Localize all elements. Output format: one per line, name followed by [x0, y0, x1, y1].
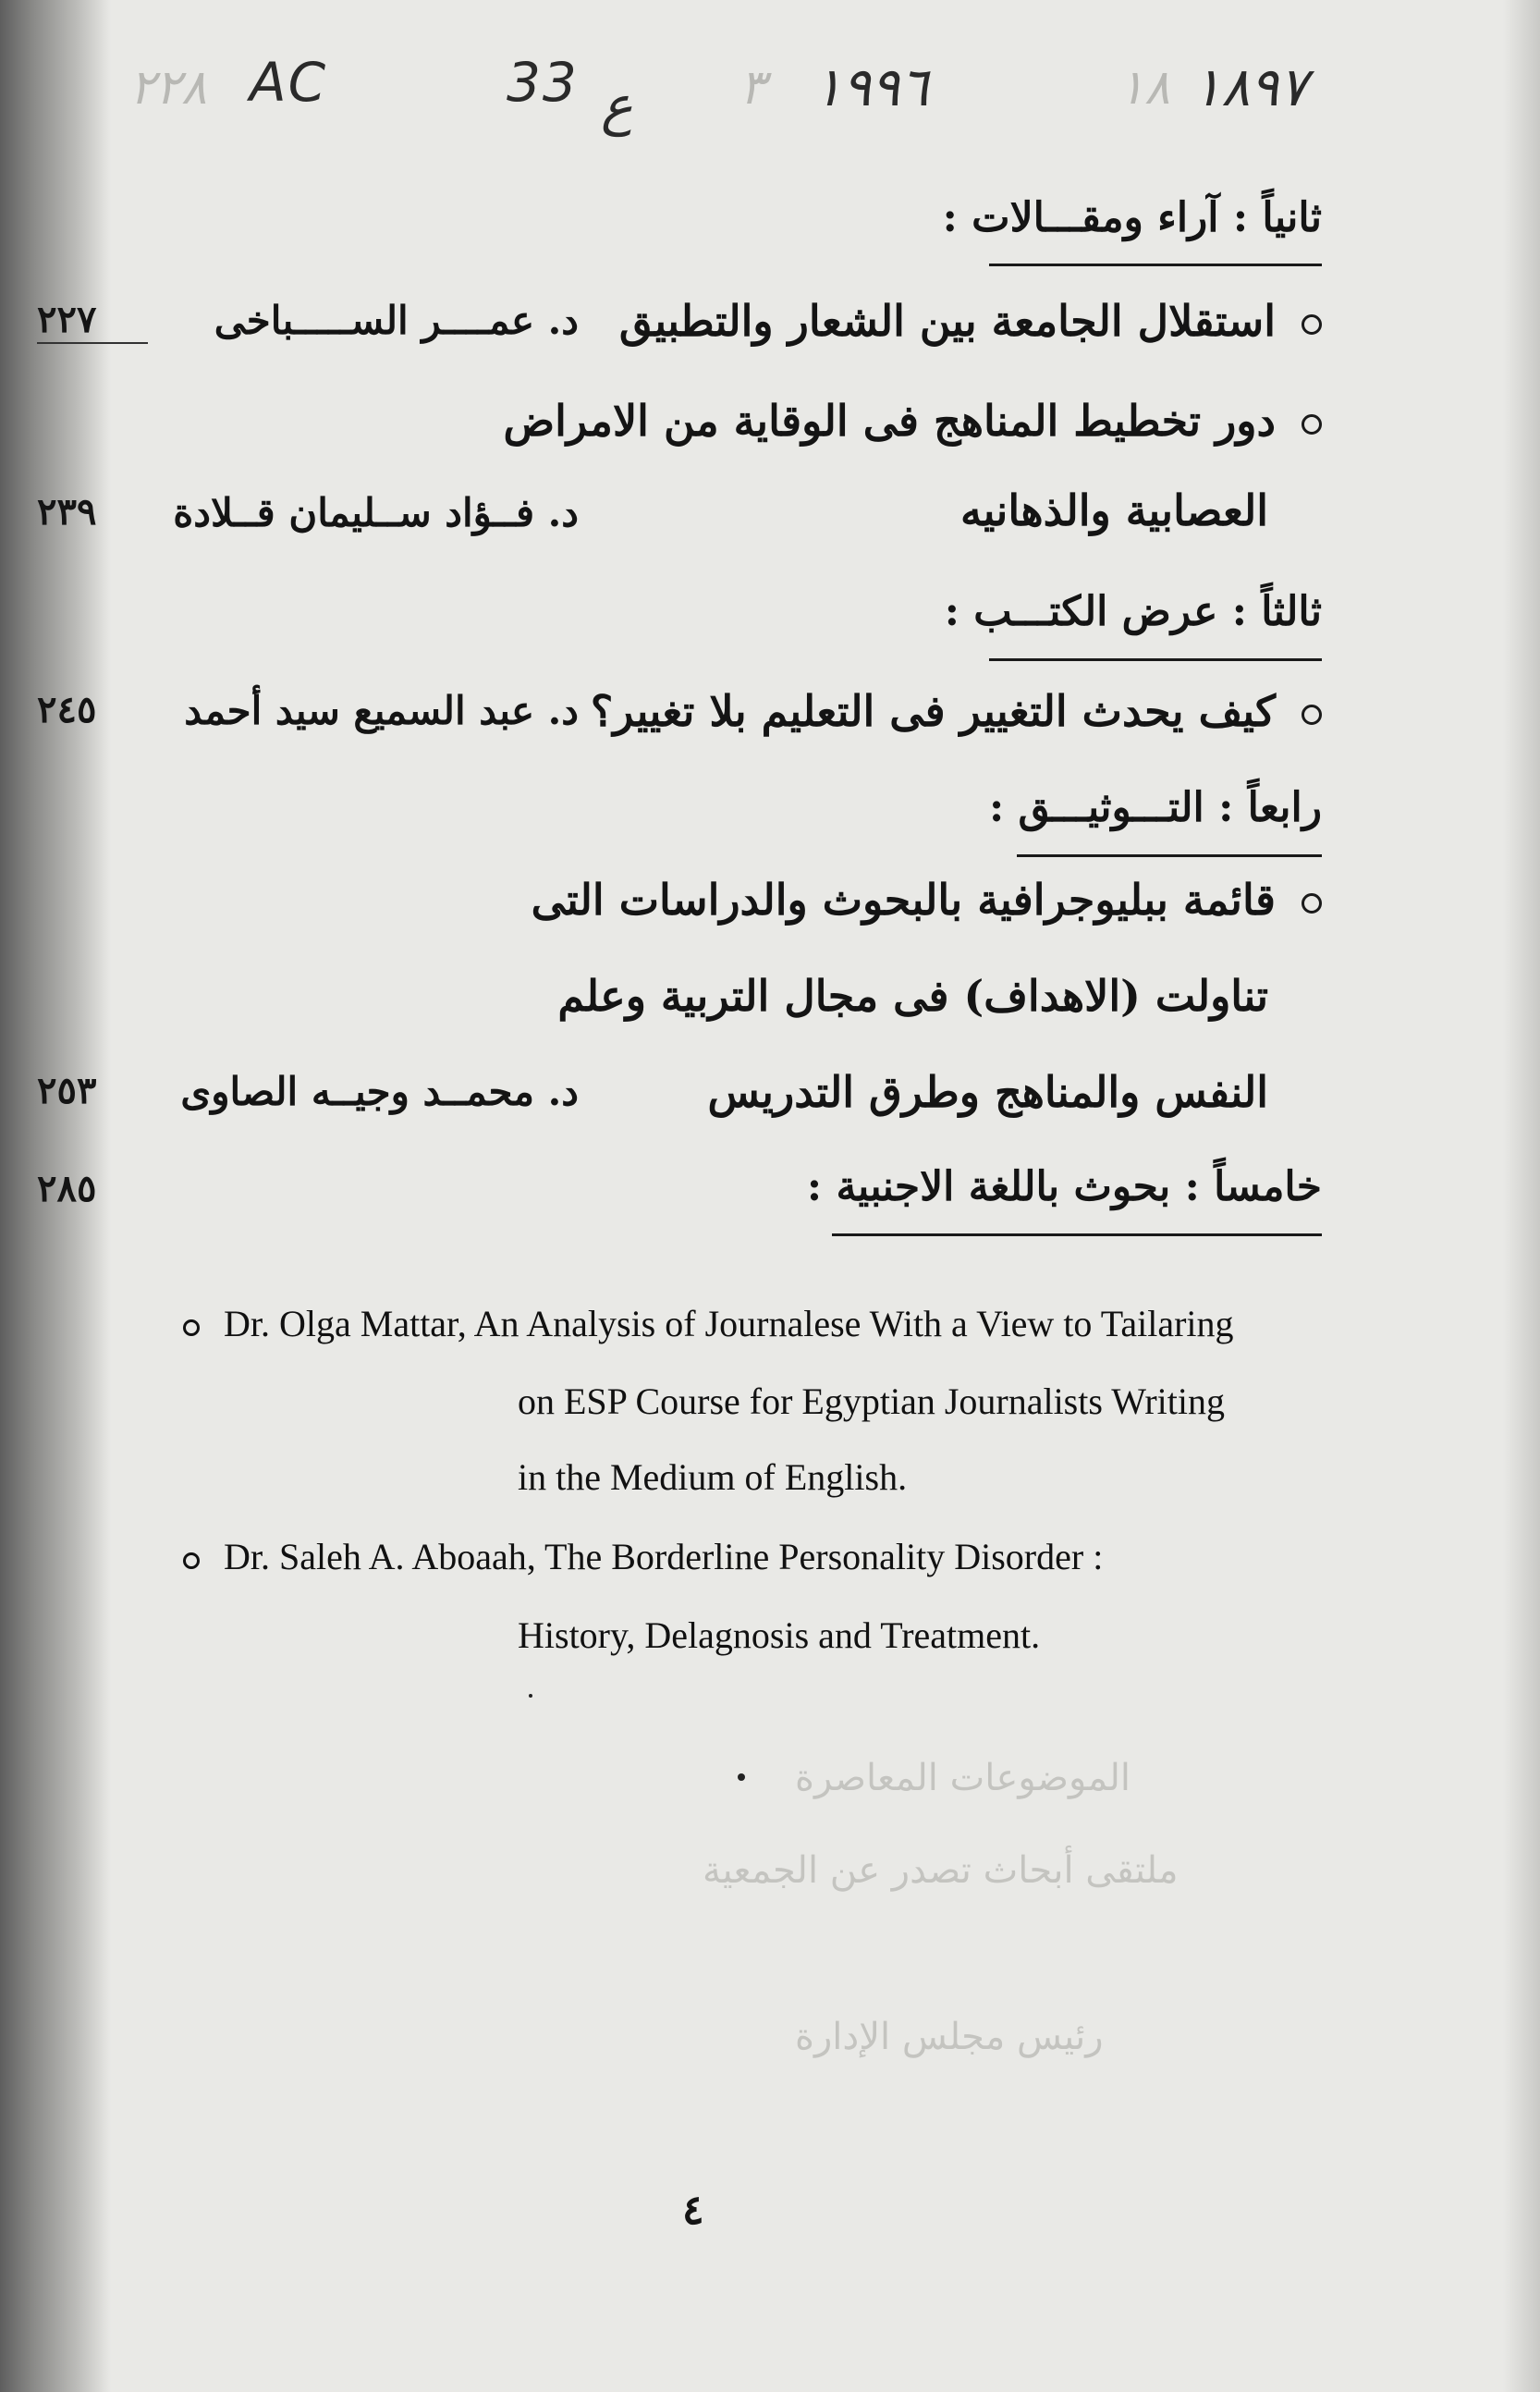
- entry-author: د. محمــد وجيــه الصاوى: [180, 1069, 579, 1114]
- entry-title: قائمة ببليوجرافية بالبحوث والدراسات التى: [532, 875, 1322, 925]
- handwriting-right: ١٨٩٧: [1192, 55, 1308, 118]
- handwriting-faint-right: ١٨: [1118, 60, 1170, 116]
- bullet-icon: [1302, 414, 1322, 435]
- section-heading-foreign: خامساً : بحوث باللغة الاجنبية :: [806, 1163, 1322, 1210]
- entry-title-continued: تناولت (الاهداف) فى مجال التربية وعلم: [557, 971, 1268, 1021]
- section-page-number: ٢٨٥: [37, 1167, 97, 1210]
- bleed-through-text: ملتقى أبحاث تصدر عن الجمعية: [703, 1849, 1179, 1892]
- section-heading-documentation: رابعاً : التـــوثيـــق :: [989, 784, 1322, 831]
- entry-author: د. عمــــر الســـــباخى: [214, 298, 579, 343]
- bullet-icon: [1302, 893, 1322, 914]
- bullet-icon: [183, 1552, 200, 1569]
- handwriting-mid2: ع: [601, 74, 633, 137]
- section-rule: [989, 658, 1322, 661]
- section-heading-opinions: ثانياً : آراء ومقـــالات :: [942, 194, 1322, 241]
- page-number-rule: [37, 342, 148, 344]
- entry-page-number: ٢٥٣: [37, 1069, 97, 1112]
- page-folio-number: ٤: [682, 2187, 704, 2234]
- section-rule: [832, 1233, 1322, 1236]
- english-entry-line-continued: on ESP Course for Egyptian Journalists Writing: [518, 1380, 1226, 1422]
- section-rule: [1017, 854, 1322, 857]
- bleed-through-text: الموضوعات المعاصرة: [795, 1757, 1131, 1799]
- speck-mark: [529, 1694, 532, 1698]
- entry-author: د. عبد السميع سيد أحمد: [184, 688, 579, 733]
- entry-title-continued: العصابية والذهانيه: [959, 485, 1268, 535]
- entry-page-number: ٢٣٩: [37, 490, 97, 534]
- english-entry-line: Dr. Saleh A. Aboaah, The Borderline Personality Disorder :: [183, 1535, 1103, 1578]
- handwritten-annotations: [0, 51, 1540, 153]
- bullet-icon: [1302, 314, 1322, 335]
- page-edge-shadow: [1503, 0, 1540, 2392]
- entry-page-number: ٢٢٧: [37, 298, 97, 341]
- entry-page-number: ٢٤٥: [37, 688, 97, 731]
- handwriting-mid3: ١٩٩٦: [813, 55, 929, 118]
- entry-title: استقلال الجامعة بين الشعار والتطبيق: [619, 296, 1322, 346]
- handwriting-mid1: 33: [507, 51, 579, 114]
- entry-title: كيف يحدث التغيير فى التعليم بلا تغيير؟: [591, 686, 1322, 736]
- english-entry-line-continued: in the Medium of English.: [518, 1456, 908, 1498]
- handwriting-left: AC: [250, 51, 328, 114]
- english-entry-line: Dr. Olga Mattar, An Analysis of Journalese With a View to Tailaring: [183, 1302, 1234, 1345]
- handwriting-faint-left: ٢٢٨: [129, 60, 207, 116]
- entry-title-continued: النفس والمناهج وطرق التدريس: [707, 1067, 1268, 1117]
- section-heading-books: ثالثاً : عرض الكتـــب :: [944, 588, 1322, 635]
- bullet-icon: [1302, 705, 1322, 725]
- english-entry-line-continued: History, Delagnosis and Treatment.: [518, 1614, 1041, 1656]
- entry-author: د. فــؤاد ســليمان قــلادة: [173, 490, 579, 535]
- handwriting-faint-mid: ٣: [739, 60, 765, 116]
- bullet-icon: [183, 1319, 200, 1336]
- bleed-through-text: رئيس مجلس الإدارة: [795, 2016, 1104, 2058]
- speck-mark: [738, 1773, 745, 1781]
- entry-title: دور تخطيط المناهج فى الوقاية من الامراض: [504, 396, 1322, 446]
- section-rule: [989, 264, 1322, 266]
